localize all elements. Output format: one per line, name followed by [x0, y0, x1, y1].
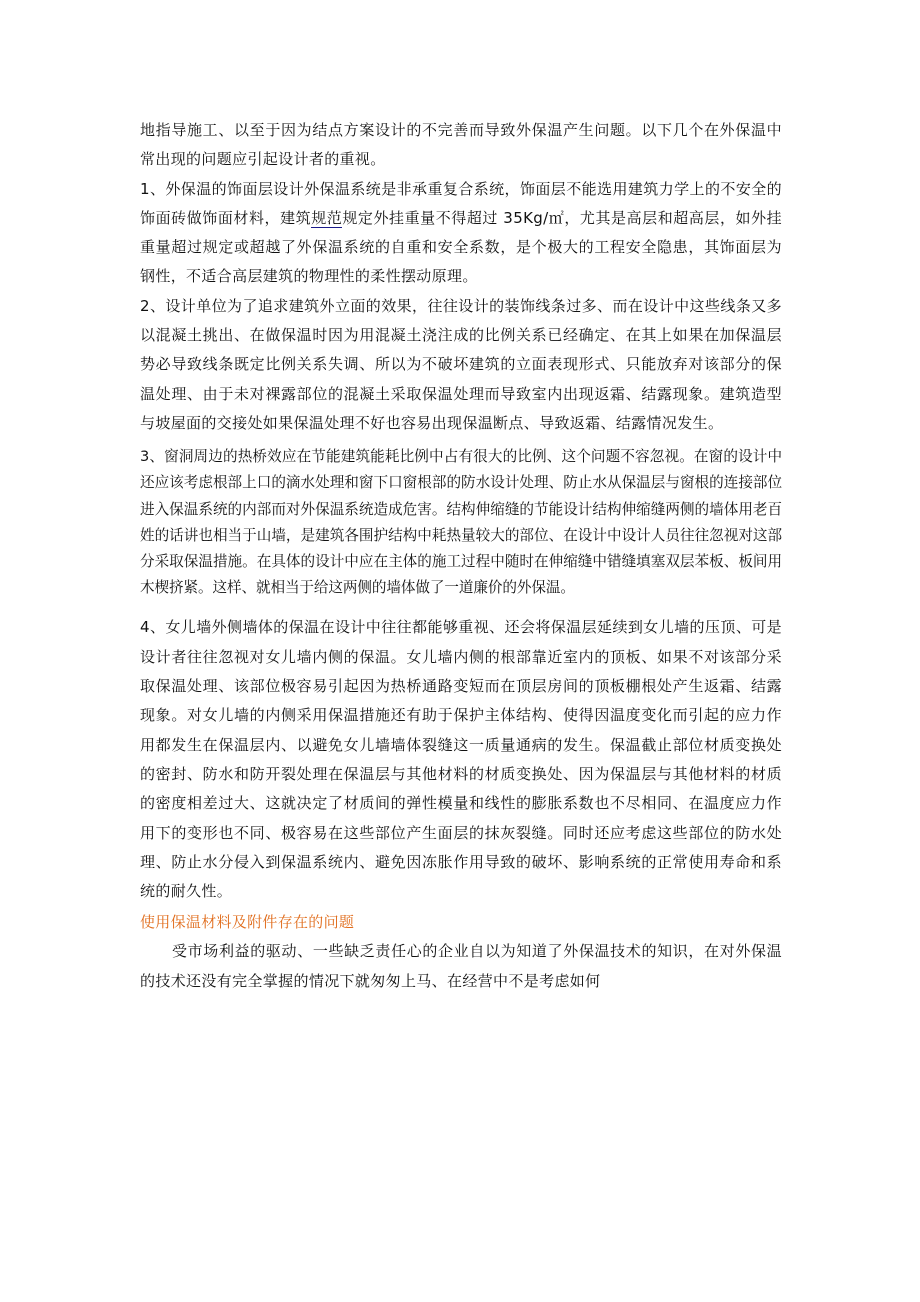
document-page	[140, 116, 782, 996]
item-3-paragraph: 3、窗洞周边的热桥效应在节能建筑能耗比例中占有很大的比例、这个问题不容忽视。在窗的设计中还应该考虑根部上口的滴水处理和窗下口窗根部的防水设计处理、防止水从保温层与窗根的连接部位进入保温系统的内部而对外保温系统造成危害。结构伸缩缝的节能设计结构伸缩缝两侧的墙体用老百姓的话讲也相当于山墙，是建筑各围护结构中耗热量较大的部位、在设计中设计人员往往忽视对这部分采取保温措施。在具体的设计中应在主体的施工过程中随时在伸缩缝中错缝填塞双层苯板、板间用木楔挤紧。这样、就相当于给这两侧的墙体做了一道廉价的外保温。	[140, 448, 782, 597]
item-1-paragraph	[140, 175, 782, 292]
section-heading: 使用保温材料及附件存在的问题	[140, 913, 355, 932]
item-1-text-start: 1、外保温的饰面层设计外保温系统是非承重复合系统，饰面层不能选用建筑力学上的不安全的饰面砖做饰面材料，建筑	[140, 179, 782, 227]
item-2-paragraph: 2、设计单位为了追求建筑外立面的效果，往往设计的装饰线条过多、而在设计中这些线条又多以混凝土挑出、在做保温时因为用混凝土浇注成的比例关系已经确定、在其上如果在加保温层势必导致线条既定比例关系失调、所以为不破坏建筑的立面表现形式、只能放弃对该部分的保温处理、由于未对裸露部位的混凝土采取保温处理而导致室内出现返霜、结露现象。建筑造型与坡屋面的交接处如果保温处理不好也容易出现保温断点、导致返霜、结露情况发生。	[140, 296, 782, 432]
intro-paragraph: 地指导施工、以至于因为结点方案设计的不完善而导致外保温产生问题。以下几个在外保温中常出现的问题应引起设计者的重视。	[140, 121, 782, 169]
item-4-paragraph: 4、女儿墙外侧墙体的保温在设计中往往都能够重视、还会将保温层延续到女儿墙的压顶、可是设计者往往忽视对女儿墙内侧的保温。女儿墙内侧的根部靠近室内的顶板、如果不对该部分采取保温处理、该部位极容易引起因为热桥通路变短而在顶层房间的顶板棚根处产生返霜、结露现象。对女儿墙的内侧采用保温措施还有助于保护主体结构、使得因温度变化而引起的应力作用都发生在保温层内、以避免女儿墙墙体裂缝这一质量通病的发生。保温截止部位材质变换处的密封、防水和防开裂处理在保温层与其他材料的材质变换处、因为保温层与其他材料的材质的密度相差过大、这就决定了材质间的弹性模量和线性的膨胀系数也不尽相同、在温度应力作用下的变形也不同、极容易在这些部位产生面层的抹灰裂缝。同时还应考虑这些部位的防水处理、防止水分侵入到保温系统内、避免因冻胀作用导致的破坏、影响系统的正常使用寿命和系统的耐久性。	[140, 618, 782, 901]
standard-link[interactable]: 规范	[311, 208, 343, 227]
section-paragraph: 受市场利益的驱动、一些缺乏责任心的企业自以为知道了外保温技术的知识，在对外保温的技术还没有完全掌握的情况下就匆匆上马、在经营中不是考虑如何	[140, 942, 782, 990]
item-1-text-end: 规定外挂重量不得超过 35Kg/㎡，尤其是高层和超高层，如外挂重量超过规定或超越了外保温系统的自重和安全系数，是个极大的工程安全隐患，其饰面层为钢性，不适合高层建筑的物理性的柔性摆动原理。	[140, 208, 783, 286]
